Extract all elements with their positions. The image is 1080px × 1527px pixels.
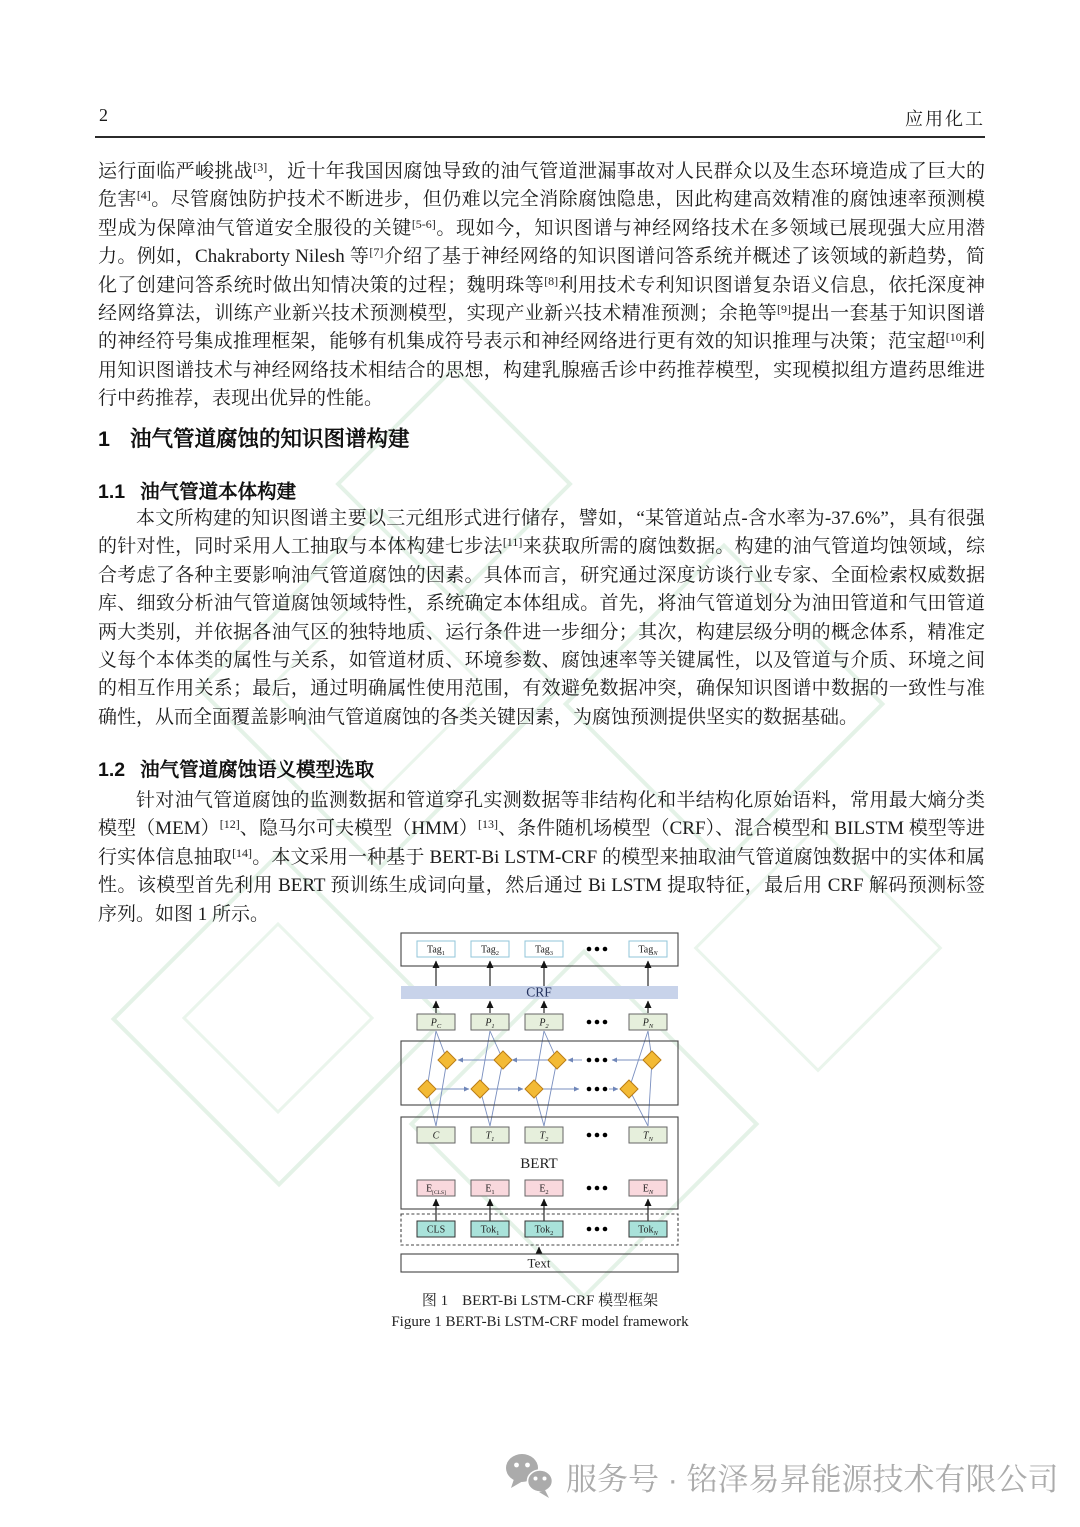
footer-watermark — [502, 1452, 1059, 1500]
crf-label: CRF — [526, 984, 552, 1000]
figure-bert-bilstm-crf-diagram — [398, 931, 682, 1278]
header-rule — [95, 136, 985, 138]
text-run: 提出一套基于知识图谱的神经符号集成推理框架，能够有机集成符号表示和神经网络进行更有效的知识推理与决策；范宝超 — [98, 303, 985, 353]
text-run: 针对油气管道腐蚀的监测数据和管道穿孔实测数据等非结构化和半结构化原始语料，常用最大熵分类模型（MEM） — [98, 790, 985, 840]
text-run: 利用知识图谱技术与神经网络技术相结合的思想，构建乳腺癌舌诊中药推荐模型，实现模拟组方遣药思维进行中药推荐，表现出优异的性能。 — [98, 331, 985, 410]
bert-label: BERT — [520, 1156, 558, 1172]
p2-label: $P_2$ — [539, 1017, 549, 1030]
c-label: C — [432, 1130, 440, 1142]
figure-title-zh: BERT-Bi LSTM-CRF 模型框架 — [462, 1293, 659, 1309]
pc-label: $P_C$ — [430, 1017, 442, 1030]
text-run: 介绍了基于神经网络的知识图谱问答系统并概述了该领域的新趋势，简化了创建问答系统时做出知情决策的过程；魏明珠等 — [98, 246, 985, 296]
bilstm-connection-lines — [427, 1031, 652, 1126]
footer-company-label: 服务号 · 铭泽易昇能源技术有限公司 — [566, 1461, 1059, 1497]
text-input-layer — [401, 1247, 678, 1272]
text-label: Text — [527, 1255, 551, 1271]
e2-label: $E_2$ — [539, 1183, 549, 1196]
p-to-crf-arrows — [436, 1001, 648, 1013]
t1-label: $T_1$ — [485, 1130, 495, 1143]
tag3-label: Tag$_3$ — [534, 944, 554, 957]
tN-label: $T_N$ — [643, 1130, 653, 1143]
citation-ref: [5-6] — [411, 216, 436, 231]
paragraph-semantic-model — [98, 787, 985, 929]
pN-label: $P_N$ — [642, 1017, 654, 1030]
citation-ref: [12] — [219, 817, 240, 832]
text-run: 运行面临严峻挑战 — [98, 161, 254, 182]
citation-ref: [11] — [502, 535, 523, 550]
e-cls-label: $E_{[CLS]}$ — [426, 1183, 446, 1196]
citation-ref: [14] — [232, 845, 253, 860]
crf-layer — [401, 985, 678, 1000]
wechat-service-icon — [502, 1452, 556, 1500]
citation-ref: [13] — [477, 817, 498, 832]
figure-caption-zh — [290, 1291, 790, 1312]
tokN-label: Tok$_N$ — [638, 1224, 658, 1237]
figure-number: 图 1 — [421, 1293, 449, 1309]
tag1-label: Tag$_1$ — [426, 944, 446, 957]
tok-to-e-arrows — [436, 1199, 648, 1221]
text-run: 利用技术专利知识图谱复杂语义信息，依托深度神经网络算法，训练产业新兴技术预测模型，实现产业新兴技术精准预测；余艳等 — [98, 274, 985, 325]
probability-layer — [417, 1014, 667, 1030]
text-run: ，近十年我国因腐蚀导致的油气管道泄漏事故对人民群众以及生态环境造成了巨大的危害 — [98, 161, 985, 211]
text-run: 本文所构建的知识图谱主要以三元组形式进行储存，譬如，“某管道站点-含水率为-37.6%”，具有很强的针对性，同时采用人工抽取与本体构建七步法 — [98, 508, 985, 558]
section-title: 油气管道腐蚀语义模型选取 — [140, 759, 375, 781]
page-number: 2 — [99, 105, 108, 125]
section-title: 油气管道本体构建 — [140, 481, 297, 503]
p1-label: $P_1$ — [485, 1017, 495, 1030]
model-diagram-svg — [398, 931, 682, 1278]
token-input-layer — [401, 1214, 678, 1245]
figure-caption-en: Figure 1 BERT-Bi LSTM-CRF model framework — [391, 1314, 689, 1330]
text-run: 。现如今，知识图谱与神经网络技术在多领域已展现强大应用潜力。例如，Chakraborty Nilesh 等 — [98, 217, 985, 268]
e1-label: $E_1$ — [485, 1183, 495, 1196]
tok1-label: Tok$_1$ — [480, 1224, 500, 1237]
section-number: 1 — [98, 427, 110, 451]
journal-title: 应用化工 — [905, 109, 985, 129]
section-1-heading — [98, 422, 409, 453]
paragraph-ontology — [98, 505, 985, 732]
citation-ref: [9] — [776, 302, 791, 317]
cls-token-label: CLS — [426, 1224, 446, 1236]
bilstm-layer — [401, 1041, 678, 1105]
text-run: 。本文采用一种基于 BERT-Bi LSTM-CRF 的模型来抽取油气管道腐蚀数据中的实体和属性。该模型首先利用 BERT 预训练生成词向量，然后通过 Bi LSTM 提取特征，最后用 CRF 解码预测标签序列。如图 1 所示。 — [98, 846, 985, 925]
citation-ref: [4] — [136, 188, 151, 203]
tag2-label: Tag$_2$ — [480, 944, 500, 957]
section-title: 油气管道腐蚀的知识图谱构建 — [129, 427, 410, 451]
citation-ref: [7] — [369, 245, 384, 260]
tagN-label: Tag$_N$ — [638, 944, 658, 957]
eN-label: $E_N$ — [642, 1183, 654, 1196]
figure-caption — [290, 1291, 790, 1333]
citation-ref: [10] — [945, 330, 966, 345]
text-run: 。尽管腐蚀防护技术不断进步，但仍难以完全消除腐蚀隐患，因此构建高效精准的腐蚀速率预测模型成为保障油气管道安全服役的关键 — [98, 189, 985, 239]
citation-ref: [8] — [544, 273, 559, 288]
text-run: 、条件随机场模型（CRF）、混合模型和 BILSTM 模型等进行实体信息抽取 — [98, 818, 985, 868]
text-run: 来获取所需的腐蚀数据。构建的油气管道均蚀领域，综合考虑了各种主要影响油气管道腐蚀的因素。具体而言，研究通过深度访谈行业专家、全面检索权威数据库、细致分析油气管道腐蚀领域特性，系统确定本体组成。首先，将油气管道划分为油田管道和气田管道两大类别，并依据各油气区的独特地质、运行条件进一步细分；其次，构建层级分明的概念体系，精准定义每个本体类的属性与关系，如管道材质、环境参数、腐蚀速率等关键属性，以及管道与介质、环境之间的相互作用关系；最后，通过明确属性使用范围，有效避免数据冲突，确保知识图谱中数据的一致性与准确性，从而全面覆盖影响油气管道腐蚀的各类关键因素，为腐蚀预测提供坚实的数据基础。 — [98, 536, 985, 728]
section-number: 1.1 — [98, 481, 126, 503]
section-1-2-heading — [98, 754, 374, 782]
section-number: 1.2 — [98, 759, 126, 781]
citation-ref: [3] — [253, 160, 268, 174]
text-run: 、隐马尔可夫模型（HMM） — [239, 818, 478, 840]
crf-to-tag-arrows — [436, 961, 648, 986]
bert-layer — [401, 1117, 678, 1209]
t2-label: $T_2$ — [539, 1130, 549, 1143]
paragraph-intro — [98, 158, 985, 414]
tag-output-layer — [401, 933, 678, 966]
section-1-1-heading — [98, 476, 296, 504]
tok2-label: Tok$_2$ — [534, 1224, 554, 1237]
